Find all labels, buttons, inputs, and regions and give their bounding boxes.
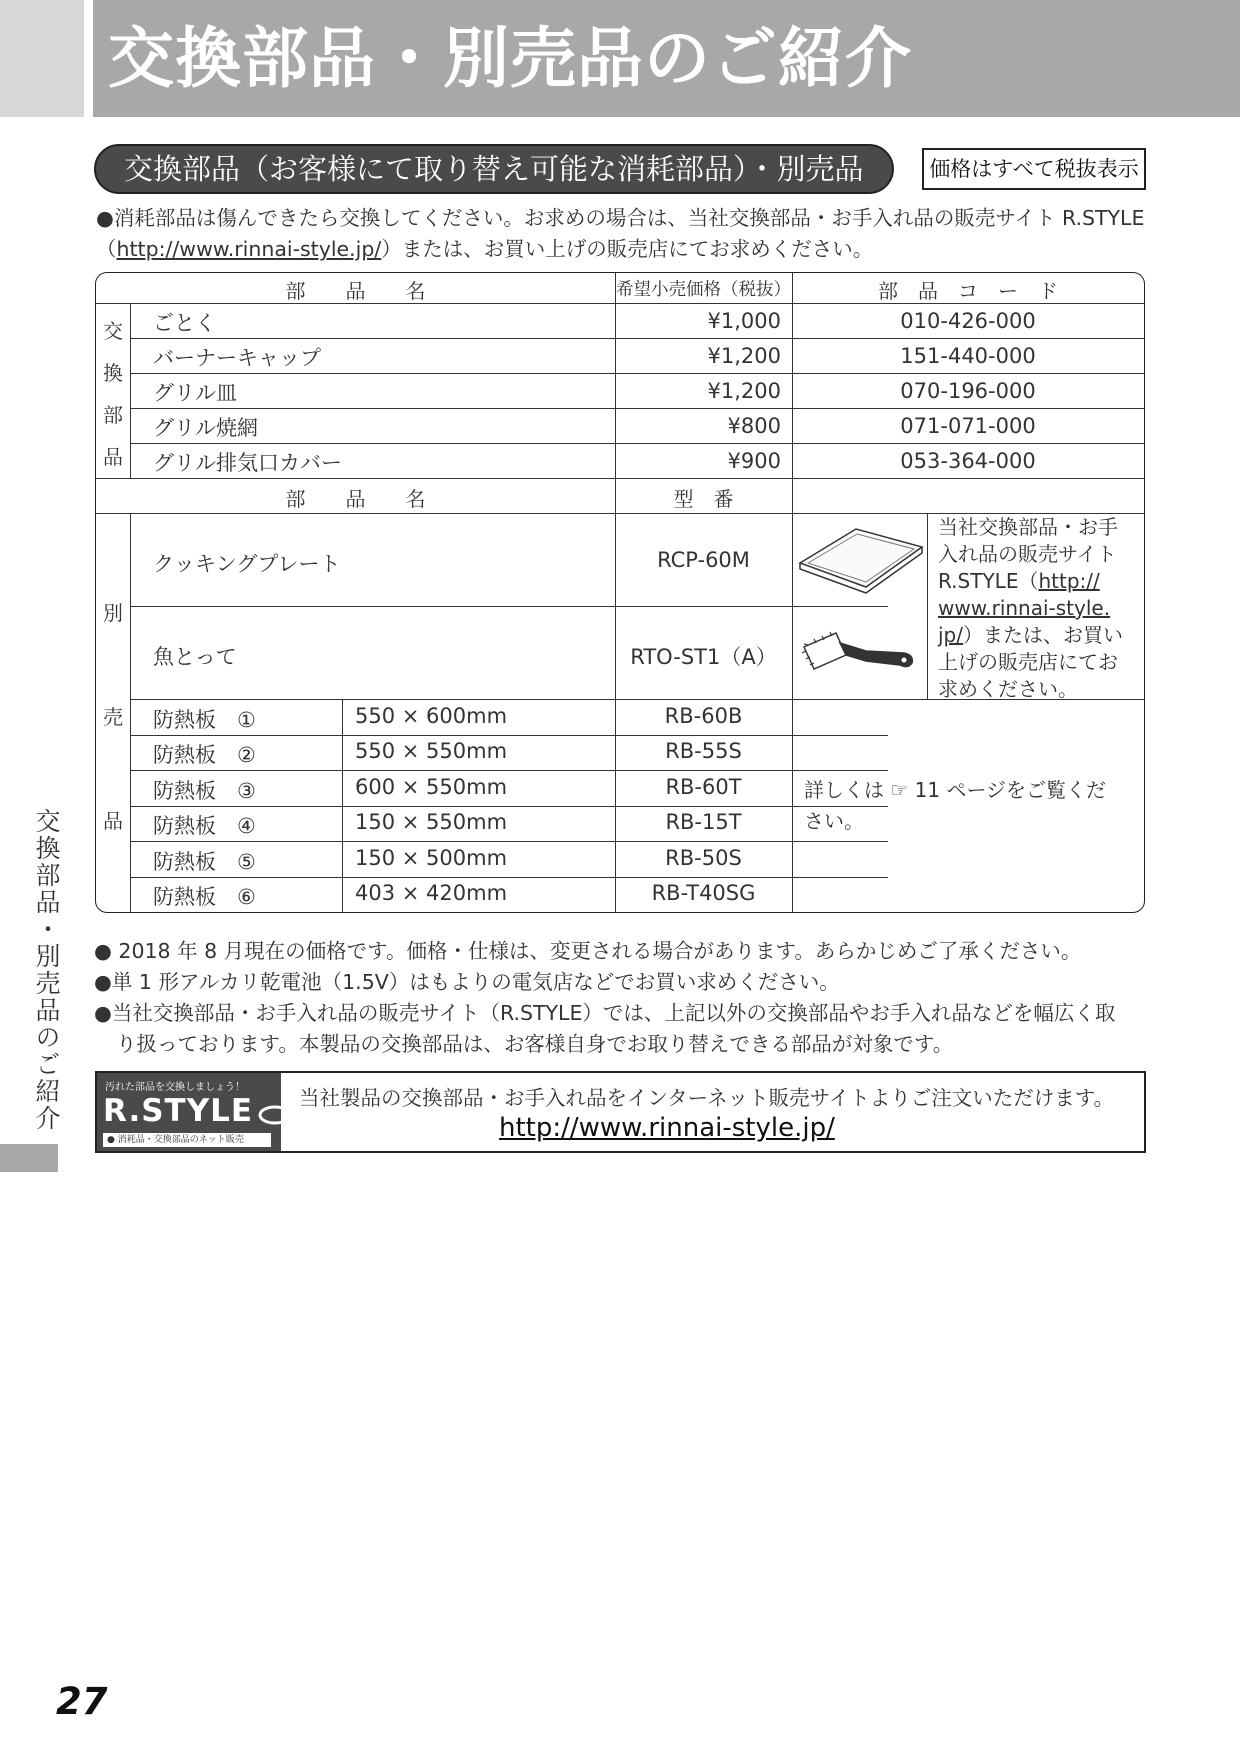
- rstyle-banner: [95, 1071, 1146, 1153]
- part-code: 053-364-000: [900, 449, 1036, 473]
- table-rule: [130, 877, 888, 878]
- table-rule: [130, 443, 1144, 444]
- side-tab-marker: [0, 1144, 58, 1172]
- plate-name: [153, 704, 256, 734]
- table-rule: [130, 408, 1144, 409]
- site-note-line: 上げの販売店にてお: [938, 650, 1118, 674]
- intro-line-2-rest: ）または、お買い上げの販売店にてお求めください。: [381, 237, 874, 261]
- part-price: ¥1,200: [707, 344, 781, 368]
- page-title: 交換部品・別売品のご紹介: [108, 20, 912, 97]
- header-part-code: 部 品 コ ー ド: [878, 279, 1058, 303]
- accessory-name: クッキングプレート: [153, 552, 341, 576]
- table-rule: [130, 303, 131, 478]
- part-name: ごとく: [153, 311, 216, 335]
- plates-note-line: 詳しくは ☞ 11 ページをご覧くだ: [804, 778, 1107, 802]
- plate-size: 600 × 550mm: [355, 775, 508, 799]
- plate-size: 550 × 600mm: [355, 704, 508, 728]
- plate-number: ④: [237, 814, 256, 838]
- table-rule: [130, 338, 1144, 339]
- site-note-line: 求めください。: [938, 677, 1078, 701]
- logo-subtext: ● 消耗品・交換部品のネット販売: [103, 1133, 271, 1147]
- group-label-char: 換: [103, 361, 123, 385]
- plate-size: 403 × 420mm: [355, 881, 508, 905]
- plates-note-line: さい。: [804, 809, 864, 833]
- table-rule: [130, 735, 888, 736]
- accessory-model: RTO-ST1（A）: [630, 645, 777, 669]
- table-rule: [96, 478, 1144, 479]
- header-price: 希望小売価格（税抜）: [616, 280, 791, 300]
- group-label-char: 売: [103, 705, 123, 729]
- part-name: バーナーキャップ: [153, 346, 321, 370]
- site-note-line: [938, 622, 1138, 649]
- table-rule: [130, 373, 1144, 374]
- site-note-text: R.STYLE（: [938, 569, 1039, 593]
- table-rule: [792, 273, 793, 699]
- intro-line-2: [96, 234, 1146, 265]
- parts-table: [95, 272, 1145, 913]
- notes-list: [94, 936, 1146, 1060]
- part-name: グリル皿: [153, 381, 237, 405]
- plates-note: [804, 775, 1140, 837]
- part-price: ¥1,200: [707, 379, 781, 403]
- part-name: グリル排気口カバー: [153, 451, 342, 475]
- site-note-link[interactable]: www.rinnai-style.: [938, 596, 1111, 620]
- plate-number: ②: [237, 743, 256, 767]
- group-label-char: 別: [103, 601, 123, 625]
- site-note-line: [938, 568, 1138, 595]
- plate-label: 防熱板: [153, 708, 216, 732]
- header-model: 型 番: [673, 487, 734, 511]
- plate-model: RB-15T: [665, 810, 742, 834]
- plate-model: RB-60B: [664, 704, 743, 728]
- plate-name: [153, 775, 256, 805]
- accessory-model: RCP-60M: [657, 548, 750, 572]
- part-code: 010-426-000: [900, 309, 1036, 333]
- logo-wordmark: R.STYLE: [103, 1093, 254, 1129]
- plate-label: 防熱板: [153, 885, 216, 909]
- group-label-char: 部: [103, 403, 123, 427]
- accessory-name: 魚とって: [153, 645, 237, 669]
- banner-message: 当社製品の交換部品・お手入れ品をインターネット販売サイトよりご注文いただけます。: [299, 1086, 1115, 1110]
- part-price: ¥800: [727, 414, 781, 438]
- part-price: ¥900: [727, 449, 781, 473]
- plate-size: 150 × 550mm: [355, 810, 508, 834]
- plate-number: ③: [237, 779, 256, 803]
- plate-size: 550 × 550mm: [355, 739, 508, 763]
- table-rule: [130, 806, 888, 807]
- plate-name: [153, 739, 256, 769]
- plate-number: ①: [237, 708, 256, 732]
- fish-tongs-icon: [796, 613, 924, 693]
- note-item-continued: り扱っております。本製品の交換部品は、お客様自身でお取り替えできる部品が対象です。: [116, 1032, 954, 1056]
- page-number: 27: [56, 1680, 108, 1723]
- logo-text: [103, 1093, 293, 1129]
- side-section-label: 交換部品・別売品のご紹介: [32, 808, 61, 1132]
- plate-number: ⑥: [237, 885, 256, 909]
- note-item: ●単 1 形アルカリ乾電池（1.5V）はもよりの電気店などでお買い求めください。: [94, 970, 840, 994]
- part-name: グリル焼網: [153, 416, 258, 440]
- site-note: [938, 514, 1138, 703]
- header-part-name: 部 品 名: [285, 279, 426, 303]
- plate-size: 150 × 500mm: [355, 846, 508, 870]
- plate-number: ⑤: [237, 850, 256, 874]
- table-rule: [130, 513, 131, 912]
- note-item: ● 2018 年 8 月現在の価格です。価格・仕様は、変更される場合があります。あらかじめご了承ください。: [94, 939, 1082, 963]
- note-item: ●当社交換部品・お手入れ品の販売サイト（R.STYLE）では、上記以外の交換部品やお手入れ品などを幅広く取: [94, 1001, 1116, 1025]
- table-rule: [927, 513, 928, 699]
- intro-line-1: ●消耗部品は傷んできたら交換してください。お求めの場合は、当社交換部品・お手入れ品の販売サイト R.STYLE: [96, 206, 1145, 230]
- header-accessory-name: 部 品 名: [285, 487, 426, 511]
- plate-name: [153, 846, 256, 876]
- plate-label: 防熱板: [153, 743, 216, 767]
- plate-model: RB-60T: [665, 775, 742, 799]
- table-rule: [130, 841, 888, 842]
- site-note-line: 入れ品の販売サイト: [938, 542, 1117, 566]
- cooking-plate-icon: [794, 521, 926, 601]
- plate-label: 防熱板: [153, 779, 216, 803]
- table-rule: [130, 606, 888, 607]
- plate-model: RB-55S: [665, 739, 742, 763]
- rstyle-logo[interactable]: [97, 1073, 281, 1151]
- plate-name: [153, 881, 256, 911]
- group-label-char: 交: [103, 319, 123, 343]
- group-label-char: 品: [103, 445, 123, 469]
- intro-paren-open: （: [96, 237, 117, 261]
- header-side-block: [0, 0, 84, 117]
- plate-model: RB-50S: [665, 846, 742, 870]
- site-note-text: ）または、お買い: [963, 623, 1123, 647]
- section-heading: 交換部品（お客様にて取り替え可能な消耗部品）・別売品: [94, 144, 894, 194]
- part-code: 071-071-000: [900, 414, 1036, 438]
- part-code: 151-440-000: [900, 344, 1036, 368]
- sponge-icon: [257, 1101, 293, 1125]
- plate-label: 防熱板: [153, 850, 216, 874]
- banner-url-link[interactable]: http://www.rinnai-style.jp/: [499, 1113, 835, 1143]
- part-code: 070-196-000: [900, 379, 1036, 403]
- part-price: ¥1,000: [707, 309, 781, 333]
- logo-sub-label: 消耗品・交換部品のネット販売: [117, 1135, 244, 1145]
- plate-label: 防熱板: [153, 814, 216, 838]
- group-label-char: 品: [103, 809, 123, 833]
- plate-model: RB-T40SG: [651, 881, 756, 905]
- intro-text: [96, 203, 1146, 265]
- table-rule: [342, 699, 343, 912]
- site-note-link[interactable]: jp/: [938, 623, 963, 647]
- plate-name: [153, 810, 256, 840]
- site-note-link[interactable]: http://: [1038, 569, 1100, 593]
- tax-note: 価格はすべて税抜表示: [922, 148, 1146, 190]
- site-note-line: 当社交換部品・お手: [938, 515, 1118, 539]
- rstyle-link[interactable]: http://www.rinnai-style.jp/: [116, 237, 382, 261]
- table-rule: [792, 699, 793, 912]
- logo-tagline: 汚れた部品を交換しましょう！: [105, 1082, 245, 1093]
- table-rule: [130, 770, 888, 771]
